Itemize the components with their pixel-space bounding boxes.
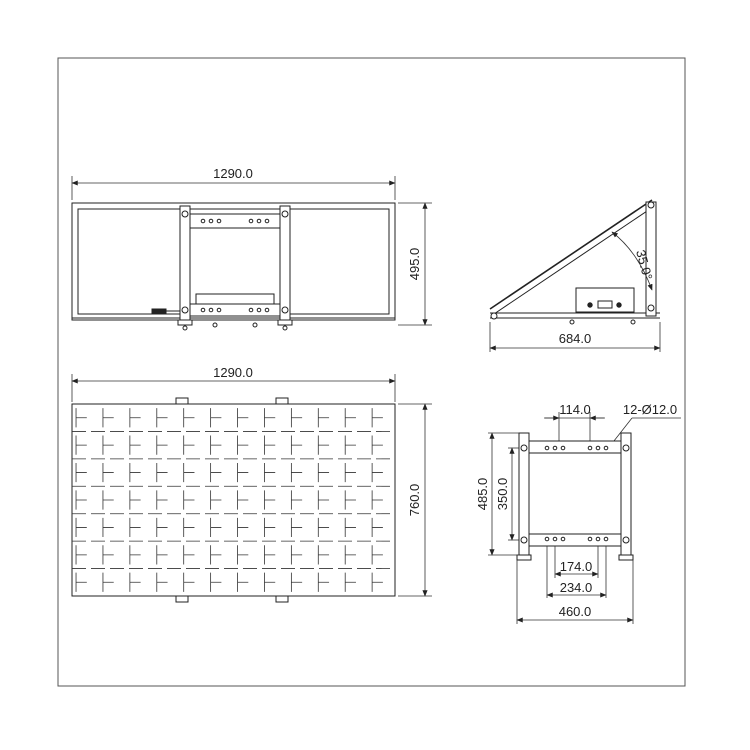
rear-view	[475, 402, 681, 624]
side-rear-leg-bolt	[648, 202, 654, 208]
side-mid-foot	[570, 320, 574, 324]
solar-cell	[345, 490, 356, 509]
front-right-post	[280, 206, 290, 322]
solar-cell	[291, 573, 302, 592]
rear-post-bolt-tr	[623, 445, 629, 451]
solar-cell	[157, 490, 168, 509]
solar-cell	[291, 463, 302, 482]
solar-cell	[130, 490, 141, 509]
front-left-post-bolt-top	[182, 211, 188, 217]
solar-cell	[76, 545, 87, 564]
rear-bottom-inner-label: 174.0	[559, 559, 593, 574]
solar-cell	[238, 436, 249, 455]
solar-cell	[184, 573, 195, 592]
rear-inner-window	[529, 453, 621, 534]
rear-bottom-outer-label: 234.0	[559, 580, 593, 595]
front-mid-foot-pin-1	[213, 323, 217, 327]
side-box-port-2	[617, 303, 621, 307]
solar-cell	[345, 518, 356, 537]
front-left-foot	[178, 320, 192, 325]
front-left-post-bolt-bottom	[182, 307, 188, 313]
solar-cell	[103, 463, 114, 482]
solar-cell	[76, 573, 87, 592]
solar-cell	[103, 518, 114, 537]
solar-cell	[238, 463, 249, 482]
solar-cell	[291, 545, 302, 564]
solar-cell	[345, 545, 356, 564]
solar-cell	[238, 408, 249, 427]
solar-cell	[76, 408, 87, 427]
solar-cell	[157, 408, 168, 427]
solar-cell	[184, 463, 195, 482]
solar-cell	[157, 436, 168, 455]
solar-cell	[238, 545, 249, 564]
front-left-foot-pin	[183, 326, 187, 330]
front-right-foot-pin	[283, 326, 287, 330]
solar-cell	[103, 408, 114, 427]
solar-cell	[318, 573, 329, 592]
solar-cell	[345, 436, 356, 455]
solar-cell	[291, 408, 302, 427]
solar-cell	[264, 518, 275, 537]
solar-cell	[291, 490, 302, 509]
solar-cell	[291, 436, 302, 455]
solar-cell	[238, 518, 249, 537]
solar-cell	[130, 436, 141, 455]
side-view	[490, 200, 660, 352]
solar-cell	[345, 573, 356, 592]
solar-cell	[130, 463, 141, 482]
solar-cell	[345, 463, 356, 482]
rear-top-spacing-label: 114.0	[559, 402, 591, 417]
solar-cell	[76, 490, 87, 509]
side-rear-foot	[631, 320, 635, 324]
solar-cell	[264, 436, 275, 455]
solar-cell	[238, 490, 249, 509]
solar-cell	[372, 573, 383, 592]
rear-outer-height-label: 485.0	[475, 477, 490, 511]
rear-left-foot	[517, 555, 531, 560]
solar-cell	[103, 490, 114, 509]
solar-cell	[211, 490, 222, 509]
top-height-label: 760.0	[407, 483, 422, 517]
side-front-foot	[491, 313, 497, 319]
solar-cell	[211, 436, 222, 455]
solar-cell	[157, 463, 168, 482]
side-box-port-1	[588, 303, 592, 307]
solar-cell	[211, 573, 222, 592]
solar-cell	[345, 408, 356, 427]
solar-cell	[372, 545, 383, 564]
solar-cell	[157, 545, 168, 564]
top-tab-top-right	[276, 398, 288, 404]
solar-cell	[184, 436, 195, 455]
solar-cell	[211, 463, 222, 482]
top-tab-bottom-left	[176, 596, 188, 602]
front-right-post-bolt-bottom	[282, 307, 288, 313]
rear-right-foot	[619, 555, 633, 560]
solar-cell	[76, 463, 87, 482]
rear-post-bolt-bl	[521, 537, 527, 543]
solar-cell	[130, 573, 141, 592]
solar-cell	[211, 408, 222, 427]
solar-cell	[318, 408, 329, 427]
solar-cell	[318, 490, 329, 509]
solar-cell	[291, 518, 302, 537]
front-left-post	[180, 206, 190, 322]
solar-cell	[103, 545, 114, 564]
rear-post-bolt-tl	[521, 445, 527, 451]
side-rear-leg-bolt-bottom	[648, 305, 654, 311]
side-depth-label: 684.0	[558, 331, 592, 346]
solar-cell	[130, 545, 141, 564]
rear-post-bolt-br	[623, 537, 629, 543]
rear-width-label: 460.0	[558, 604, 592, 619]
solar-cell	[238, 573, 249, 592]
solar-cell	[264, 408, 275, 427]
front-right-post-bolt-top	[282, 211, 288, 217]
front-width-label: 1290.0	[213, 166, 253, 181]
top-tab-bottom-right	[276, 596, 288, 602]
rear-holes-label: 12-Ø12.0	[622, 402, 678, 417]
solar-cell	[264, 490, 275, 509]
side-box-display	[598, 301, 612, 308]
front-height-label: 495.0	[407, 247, 422, 281]
solar-cell	[372, 490, 383, 509]
top-view	[72, 365, 432, 602]
solar-cell	[184, 490, 195, 509]
side-angle-label: 35.0°	[633, 248, 656, 282]
front-cable-connector	[152, 309, 166, 314]
solar-cell	[184, 545, 195, 564]
solar-cell	[103, 436, 114, 455]
solar-cell	[130, 408, 141, 427]
solar-cell	[318, 436, 329, 455]
solar-cell	[130, 518, 141, 537]
solar-cell	[184, 408, 195, 427]
solar-cell	[318, 463, 329, 482]
solar-cell	[372, 408, 383, 427]
top-panel-cell-grid	[72, 408, 395, 592]
solar-cell	[157, 518, 168, 537]
solar-cell	[76, 436, 87, 455]
front-view	[72, 166, 432, 330]
solar-cell	[76, 518, 87, 537]
solar-cell	[184, 518, 195, 537]
solar-cell	[372, 463, 383, 482]
solar-cell	[157, 573, 168, 592]
top-tab-top-left	[176, 398, 188, 404]
solar-cell	[211, 545, 222, 564]
solar-cell	[318, 518, 329, 537]
solar-cell	[372, 436, 383, 455]
rear-inner-height-label: 350.0	[495, 477, 510, 511]
front-mid-foot-pin-2	[253, 323, 257, 327]
top-width-label: 1290.0	[213, 365, 253, 380]
front-right-foot	[278, 320, 292, 325]
solar-cell	[103, 573, 114, 592]
solar-cell	[372, 518, 383, 537]
solar-cell	[264, 463, 275, 482]
solar-cell	[264, 545, 275, 564]
solar-cell	[211, 518, 222, 537]
solar-cell	[318, 545, 329, 564]
solar-cell	[264, 573, 275, 592]
